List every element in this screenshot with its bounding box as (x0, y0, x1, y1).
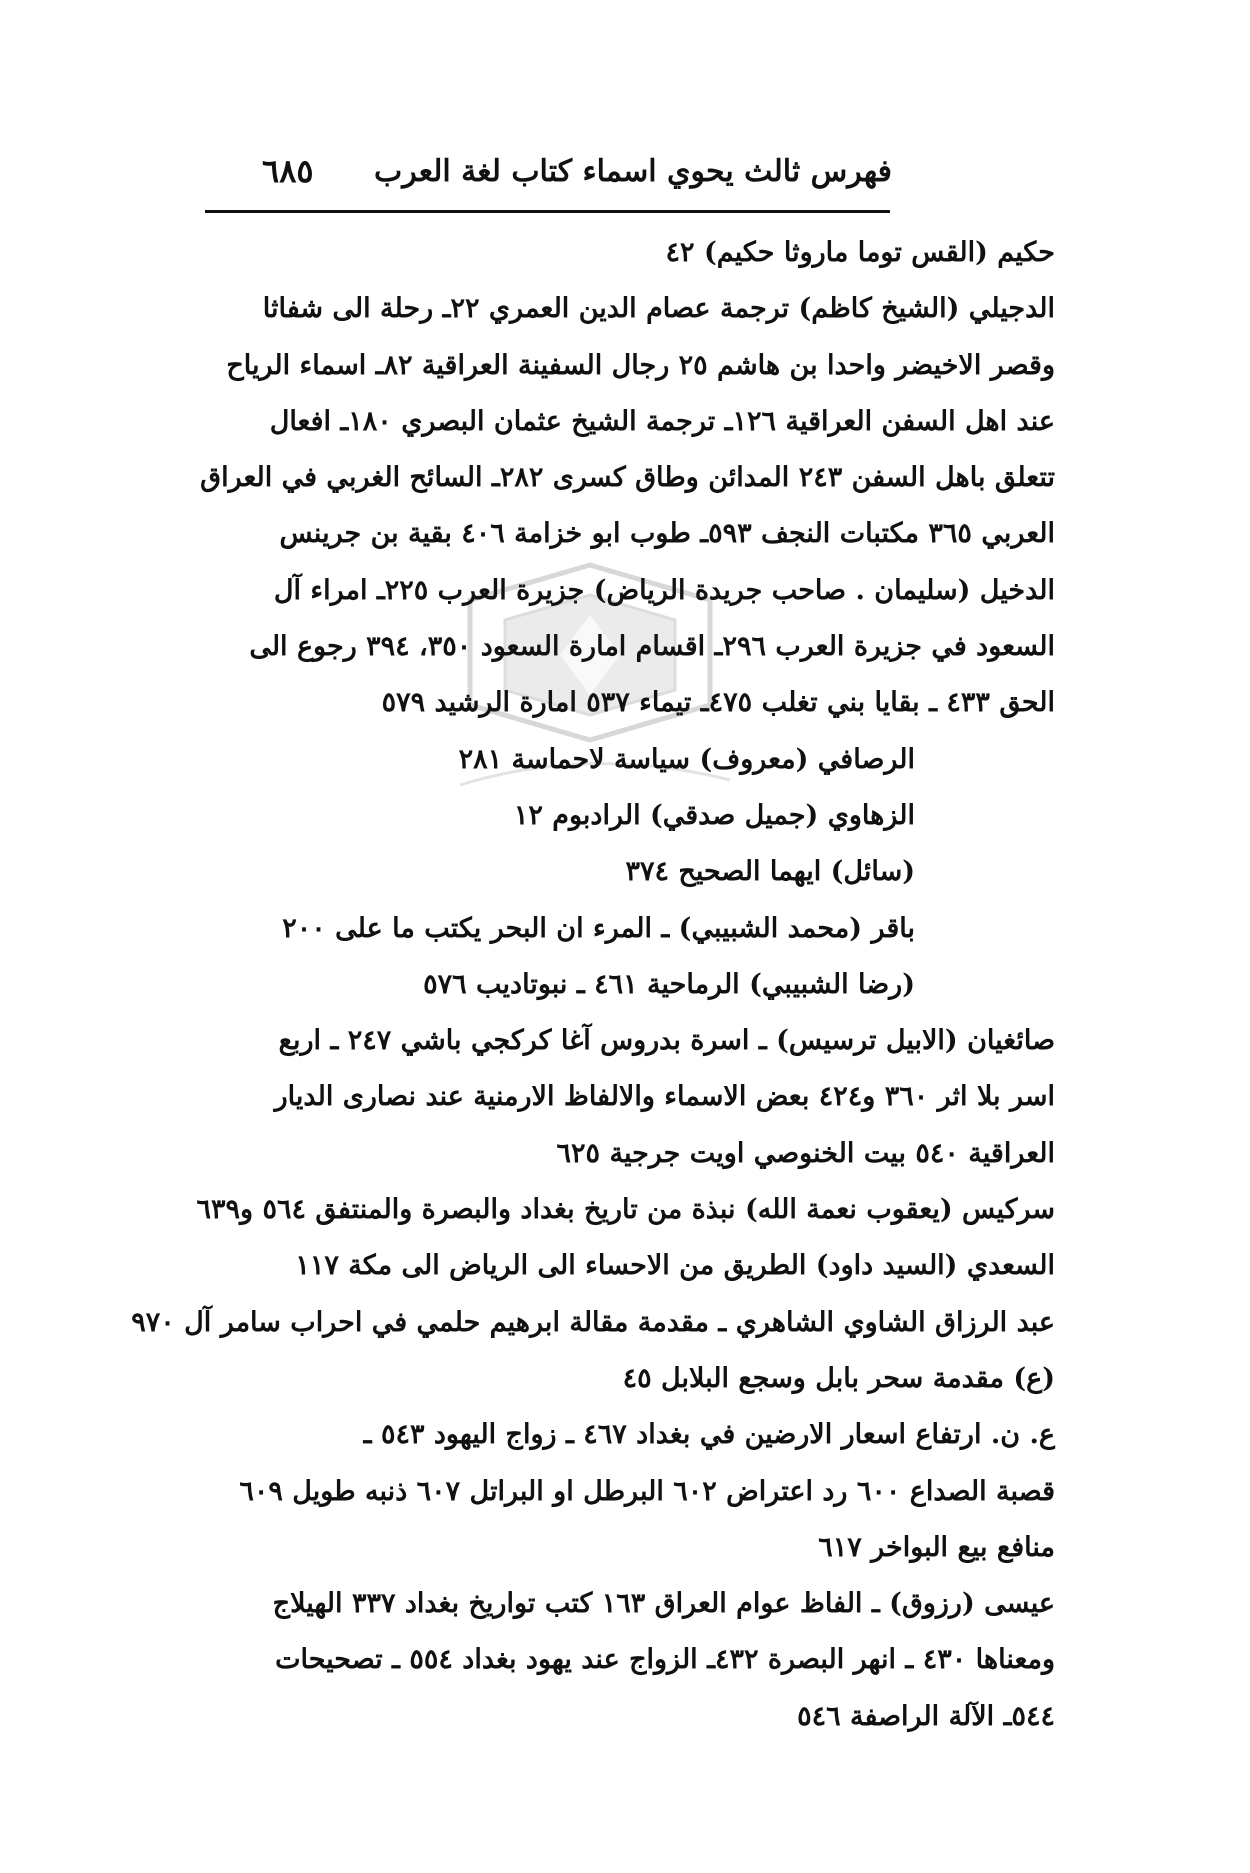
index-entry (205, 844, 1055, 900)
index-entry-line: باقر (محمد الشبيبي) ـ المرء ان البحر يكتب ما على ٢٠٠ (282, 912, 915, 944)
index-entry (196, 1182, 1055, 1238)
index-entry-line: الرصافي (معروف) سياسة لاحماسة ٢٨١ (458, 743, 915, 775)
index-entry (205, 225, 1055, 281)
index-entry-line: الحق ٤٣٣ ـ بقايا بني تغلب ٤٧٥ـ تيماء ٥٣٧ امارة الرشيد ٥٧٩ (381, 687, 1055, 719)
index-entry-line: تتعلق باهل السفن ٢٤٣ المدائن وطاق كسرى ٢٨٢ـ السائح الغربي في العراق (200, 462, 1055, 494)
index-entry (131, 1295, 1055, 1351)
index-entry (205, 1407, 1055, 1576)
index-entry (205, 788, 1055, 844)
index-entry-line: ٥٤٤ـ الآلة الراصفة ٥٤٦ (797, 1700, 1055, 1732)
index-entry (205, 563, 1055, 732)
index-entry-line: العراقية ٥٤٠ بيت الخنوصي اويت جرجية ٦٢٥ (556, 1137, 1055, 1169)
index-entry (205, 1013, 1055, 1182)
index-entry-line: ومعناها ٤٣٠ ـ انهر البصرة ٤٣٢ـ الزواج عند يهود بغداد ٥٥٤ ـ تصحيحات (275, 1644, 1055, 1676)
index-entry-line: العربي ٣٦٥ مكتبات النجف ٥٩٣ـ طوب ابو خزامة ٤٠٦ بقية بن جرينس (279, 518, 1055, 550)
page-number: ٦٨٥ (262, 152, 314, 190)
index-entry (205, 1576, 1055, 1745)
header-rule (205, 210, 890, 213)
index-entries (131, 225, 1055, 1745)
index-entry (205, 732, 1055, 788)
index-entry-line: (سائل) ايهما الصحيح ٣٧٤ (625, 856, 915, 888)
page-title: فهرس ثالث يحوي اسماء كتاب لغة العرب (373, 154, 892, 189)
index-entry-line: ع. ن. ارتفاع اسعار الارضين في بغداد ٤٦٧ ـ زواج اليهود ٥٤٣ ـ (363, 1419, 1055, 1451)
index-entry-line: عيسى (رزوق) ـ الفاظ عوام العراق ١٦٣ كتب تواريخ بغداد ٣٣٧ الهيلاج (272, 1588, 1055, 1620)
index-entry-line: الدخيل (سليمان . صاحب جريدة الرياض) جزيرة العرب ٢٢٥ـ امراء آل (273, 574, 1055, 606)
index-entry-line: عبد الرزاق الشاوي الشاهري ـ مقدمة مقالة ابرهيم حلمي في احراب سامر آل ٩٧٠ (131, 1306, 1055, 1338)
index-entry-line: السعود في جزيرة العرب ٢٩٦ـ اقسام امارة السعود ٣٥٠، ٣٩٤ رجوع الى (249, 631, 1055, 663)
index-entry-line: صائغيان (الابيل ترسيس) ـ اسرة بدروس آغا كركجي باشي ٢٤٧ ـ اربع (278, 1025, 1055, 1057)
index-entry-line: (رضا الشبيبي) الرماحية ٤٦١ ـ نبوتاديب ٥٧٦ (423, 968, 915, 1000)
index-entry-line: عند اهل السفن العراقية ١٢٦ـ ترجمة الشيخ عثمان البصري ١٨٠ـ افعال (269, 405, 1055, 437)
index-entry-line: سركيس (يعقوب نعمة الله) نبذة من تاريخ بغداد والبصرة والمنتفق ٥٦٤ و٦٣٩ (196, 1194, 1055, 1226)
index-entry-line: قصبة الصداع ٦٠٠ رد اعتراض ٦٠٢ البرطل او البراتل ٦٠٧ ذنبه طويل ٦٠٩ (239, 1475, 1055, 1507)
index-entry (205, 957, 1055, 1013)
index-entry-line: الزهاوي (جميل صدقي) الرادبوم ١٢ (513, 799, 915, 831)
index-entry (205, 1351, 1055, 1407)
index-entry-line: حكيم (القس توما ماروثا حكيم) ٤٢ (665, 237, 1055, 268)
index-entry-line: منافع بيع البواخر ٦١٧ (818, 1531, 1055, 1563)
index-entry (205, 1238, 1055, 1294)
index-entry-line: (ع) مقدمة سحر بابل وسجع البلابل ٤٥ (622, 1362, 1055, 1394)
index-entry-line: الدجيلي (الشيخ كاظم) ترجمة عصام الدين العمري ٢٢ـ رحلة الى شفاثا (262, 293, 1055, 325)
index-entry-line: وقصر الاخيضر واحدا بن هاشم ٢٥ رجال السفينة العراقية ٨٢ـ اسماء الرياح (226, 349, 1055, 381)
index-entry-line: السعدي (السيد داود) الطريق من الاحساء الى الرياض الى مكة ١١٧ (295, 1250, 1055, 1282)
index-entry (200, 281, 1055, 562)
running-head (212, 148, 892, 208)
index-entry (205, 901, 1055, 957)
index-entry-line: اسر بلا اثر ٣٦٠ و٤٢٤ بعض الاسماء والالفاظ الارمنية عند نصارى الديار (274, 1081, 1055, 1113)
